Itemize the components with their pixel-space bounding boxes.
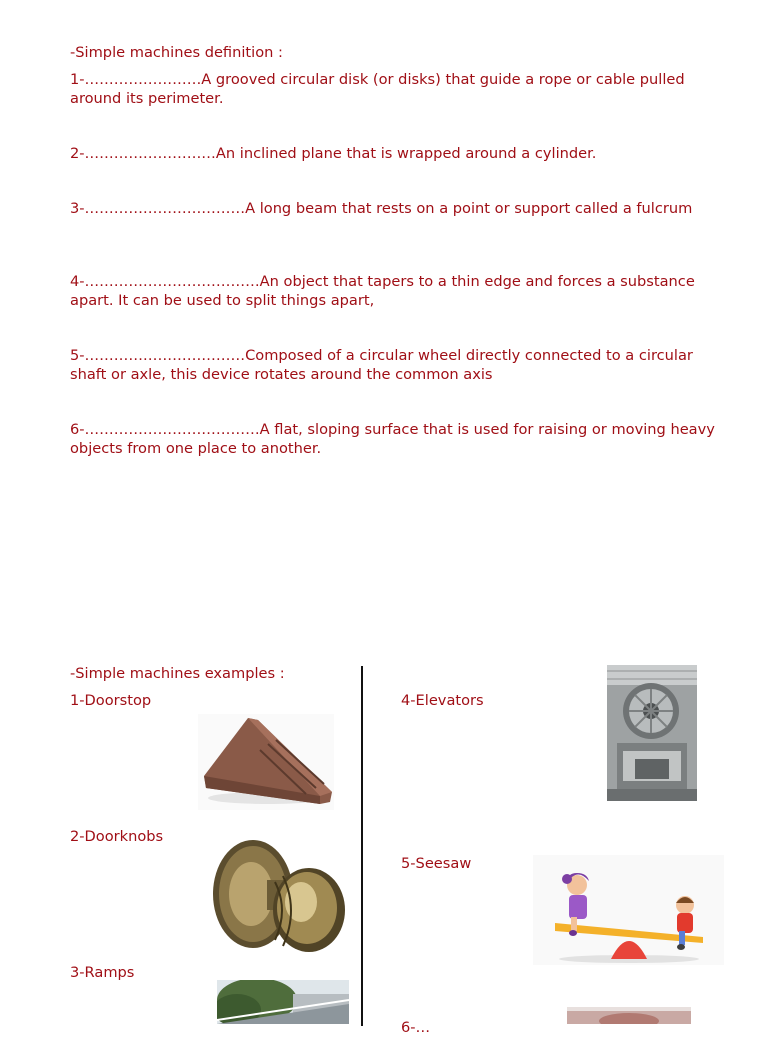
elevator-photo [607,665,697,801]
example-ramps-label: 3-Ramps [70,964,135,981]
example-doorknobs-label: 2-Doorknobs [70,828,164,845]
definition-2: 2-………………………An inclined plane that is wrapped around a cylinder. [70,145,597,162]
definition-5: 5-……………………………Composed of a circular wheel directly connected to a circular shaft or axle, this device rotates around the common axis [70,347,693,383]
definition-4: 4-………………………………An object that tapers to a thin edge and forces a substance apart. It can be used to split things apart, [70,273,695,309]
example-seesaw-label: 5-Seesaw [401,855,472,872]
example-elevators-label: 4-Elevators [401,692,484,709]
doorknob-photo [193,822,347,976]
column-divider [361,666,363,1026]
example-6-label: 6-… [401,1019,431,1036]
ramp-photo [217,980,349,1024]
seesaw-illustration [533,855,724,965]
definition-3: 3-……………………………A long beam that rests on a point or support called a fulcrum [70,200,693,217]
examples-heading: -Simple machines examples : [70,665,285,682]
definition-6: 6-………………………………A flat, sloping surface that is used for raising or moving heavy objects from one place to another. [70,421,715,457]
example-doorstop-label: 1-Doorstop [70,692,152,709]
definitions-heading: -Simple machines definition : [70,44,283,61]
partial-photo [567,1007,691,1024]
definition-1: 1-……………………A grooved circular disk (or disks) that guide a rope or cable pulled around its perimeter. [70,71,685,107]
doorstop-photo [198,714,334,810]
